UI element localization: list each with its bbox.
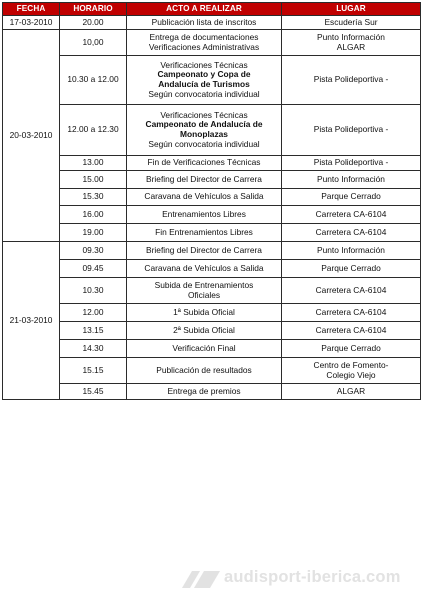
acto-line: Oficiales: [187, 289, 221, 300]
cell-lugar: [282, 304, 421, 322]
cell-lugar: [282, 156, 421, 171]
table-row: [3, 260, 421, 278]
lugar-line: Punto Información: [317, 31, 385, 42]
cell-lugar: [282, 105, 421, 156]
table-row: [3, 30, 421, 56]
cell-acto: [127, 322, 282, 340]
acto-line: Subida de Entrenamientos: [154, 279, 254, 290]
lugar-line: Centro de Fomento-: [313, 359, 389, 370]
acto-line: Verificación Final: [172, 342, 236, 353]
cell-horario: 15.45: [60, 384, 127, 400]
cell-acto: [127, 358, 282, 384]
table-row: [3, 304, 421, 322]
table-row: [3, 242, 421, 260]
cell-acto: [127, 260, 282, 278]
table-row: [3, 171, 421, 189]
lugar-line: Carretera CA-6104: [315, 208, 387, 219]
header-acto: ACTO A REALIZAR: [127, 3, 282, 16]
lugar-line: Punto Información: [317, 244, 385, 255]
cell-horario: 10.30 a 12.00: [60, 56, 127, 105]
lugar-line: Pista Polideportiva -: [313, 124, 389, 135]
cell-acto: [127, 171, 282, 189]
acto-line: Campeonato y Copa de: [157, 69, 251, 80]
acto-line: Publicación de resultados: [156, 364, 252, 375]
acto-line: Andalucía de Turismos: [158, 79, 250, 89]
cell-horario: 10.30: [60, 278, 127, 304]
table-row: [3, 156, 421, 171]
cell-lugar: [282, 384, 421, 400]
watermark-text: audisport-iberica.com: [224, 568, 401, 586]
acto-line: Verificaciones Administrativas: [148, 41, 260, 52]
cell-acto: [127, 224, 282, 242]
table-row: [3, 340, 421, 358]
cell-horario: 13.15: [60, 322, 127, 340]
cell-horario: 12.00 a 12.30: [60, 105, 127, 156]
cell-acto: [127, 278, 282, 304]
cell-acto: [127, 189, 282, 206]
cell-lugar: [282, 278, 421, 304]
table-row: [3, 206, 421, 224]
lugar-line: ALGAR: [336, 41, 366, 52]
cell-lugar: [282, 206, 421, 224]
cell-acto: [127, 56, 282, 105]
acto-line: Briefing del Director de Carrera: [146, 244, 262, 255]
table-row: [3, 278, 421, 304]
lugar-line: Pista Polideportiva -: [313, 157, 389, 168]
cell-acto: [127, 156, 282, 171]
acto-line: Entrenamientos Libres: [162, 208, 246, 219]
acto-line: Entrega de premios: [167, 385, 241, 396]
cell-lugar: [282, 30, 421, 56]
acto-line: Briefing del Director de Carrera: [146, 173, 262, 184]
table-row: [3, 384, 421, 400]
header-fecha: FECHA: [3, 3, 60, 16]
cell-lugar: [282, 340, 421, 358]
lugar-line: ALGAR: [336, 385, 366, 396]
table-row: [3, 16, 421, 30]
cell-horario: 09.30: [60, 242, 127, 260]
cell-horario: 15.30: [60, 189, 127, 206]
lugar-line: Carretera CA-6104: [315, 324, 387, 335]
cell-lugar: [282, 358, 421, 384]
lugar-line: Parque Cerrado: [321, 342, 381, 353]
lugar-line: Carretera CA-6104: [315, 226, 387, 237]
table-row: [3, 56, 421, 105]
table-row: [3, 224, 421, 242]
cell-horario: 12.00: [60, 304, 127, 322]
lugar-line: Parque Cerrado: [321, 262, 381, 273]
cell-acto: [127, 105, 282, 156]
cell-lugar: [282, 56, 421, 105]
cell-lugar: [282, 260, 421, 278]
lugar-line: Parque Cerrado: [321, 191, 381, 202]
table-row: [3, 189, 421, 206]
cell-lugar: [282, 16, 421, 30]
audisport-logo-icon: [180, 569, 224, 589]
cell-horario: 09.45: [60, 260, 127, 278]
lugar-line: Colegio Viejo: [326, 369, 376, 380]
cell-horario: 10,00: [60, 30, 127, 56]
cell-acto: [127, 304, 282, 322]
acto-line: Verificaciones Técnicas: [160, 109, 248, 120]
acto-line: Según convocatoria individual: [148, 88, 260, 99]
cell-horario: 13.00: [60, 156, 127, 171]
cell-fecha: 20-03-2010: [3, 30, 60, 242]
header-horario: HORARIO: [60, 3, 127, 16]
header-lugar: LUGAR: [282, 3, 421, 16]
acto-line: Verificaciones Técnicas: [160, 59, 248, 70]
cell-lugar: [282, 171, 421, 189]
acto-line: Caravana de Vehículos a Salida: [144, 191, 264, 202]
cell-lugar: [282, 224, 421, 242]
cell-horario: 14.30: [60, 340, 127, 358]
cell-horario: 20.00: [60, 16, 127, 30]
table-row: [3, 105, 421, 156]
cell-fecha: 21-03-2010: [3, 242, 60, 400]
table-row: [3, 322, 421, 340]
acto-line: Fin de Verificaciones Técnicas: [147, 157, 261, 168]
watermark: [180, 568, 420, 590]
cell-acto: [127, 242, 282, 260]
acto-line: Fin Entrenamientos Libres: [155, 226, 253, 237]
cell-lugar: [282, 189, 421, 206]
lugar-line: Punto Información: [317, 173, 385, 184]
schedule-table: [2, 2, 421, 400]
table-row: [3, 358, 421, 384]
lugar-line: Pista Polideportiva -: [313, 74, 389, 85]
cell-acto: [127, 340, 282, 358]
cell-lugar: [282, 242, 421, 260]
acto-line: Según convocatoria individual: [148, 138, 260, 149]
cell-horario: 16.00: [60, 206, 127, 224]
acto-line: Campeonato de Andalucía de: [145, 119, 263, 130]
acto-line: Entrega de documentaciones: [149, 31, 259, 42]
cell-fecha: 17-03-2010: [3, 16, 60, 30]
cell-acto: [127, 206, 282, 224]
acto-line: Publicación lista de inscritos: [151, 16, 257, 27]
lugar-line: Escudería Sur: [324, 16, 378, 27]
acto-line: 1ª Subida Oficial: [173, 306, 235, 317]
lugar-line: Carretera CA-6104: [315, 284, 387, 295]
acto-line: Caravana de Vehículos a Salida: [144, 262, 264, 273]
cell-horario: 19.00: [60, 224, 127, 242]
cell-acto: [127, 16, 282, 30]
lugar-line: Carretera CA-6104: [315, 306, 387, 317]
acto-line: 2ª Subida Oficial: [173, 324, 235, 335]
cell-horario: 15.15: [60, 358, 127, 384]
table-header-row: [3, 3, 421, 16]
cell-acto: [127, 30, 282, 56]
cell-acto: [127, 384, 282, 400]
cell-lugar: [282, 322, 421, 340]
acto-line: Monoplazas: [180, 129, 228, 139]
cell-horario: 15.00: [60, 171, 127, 189]
